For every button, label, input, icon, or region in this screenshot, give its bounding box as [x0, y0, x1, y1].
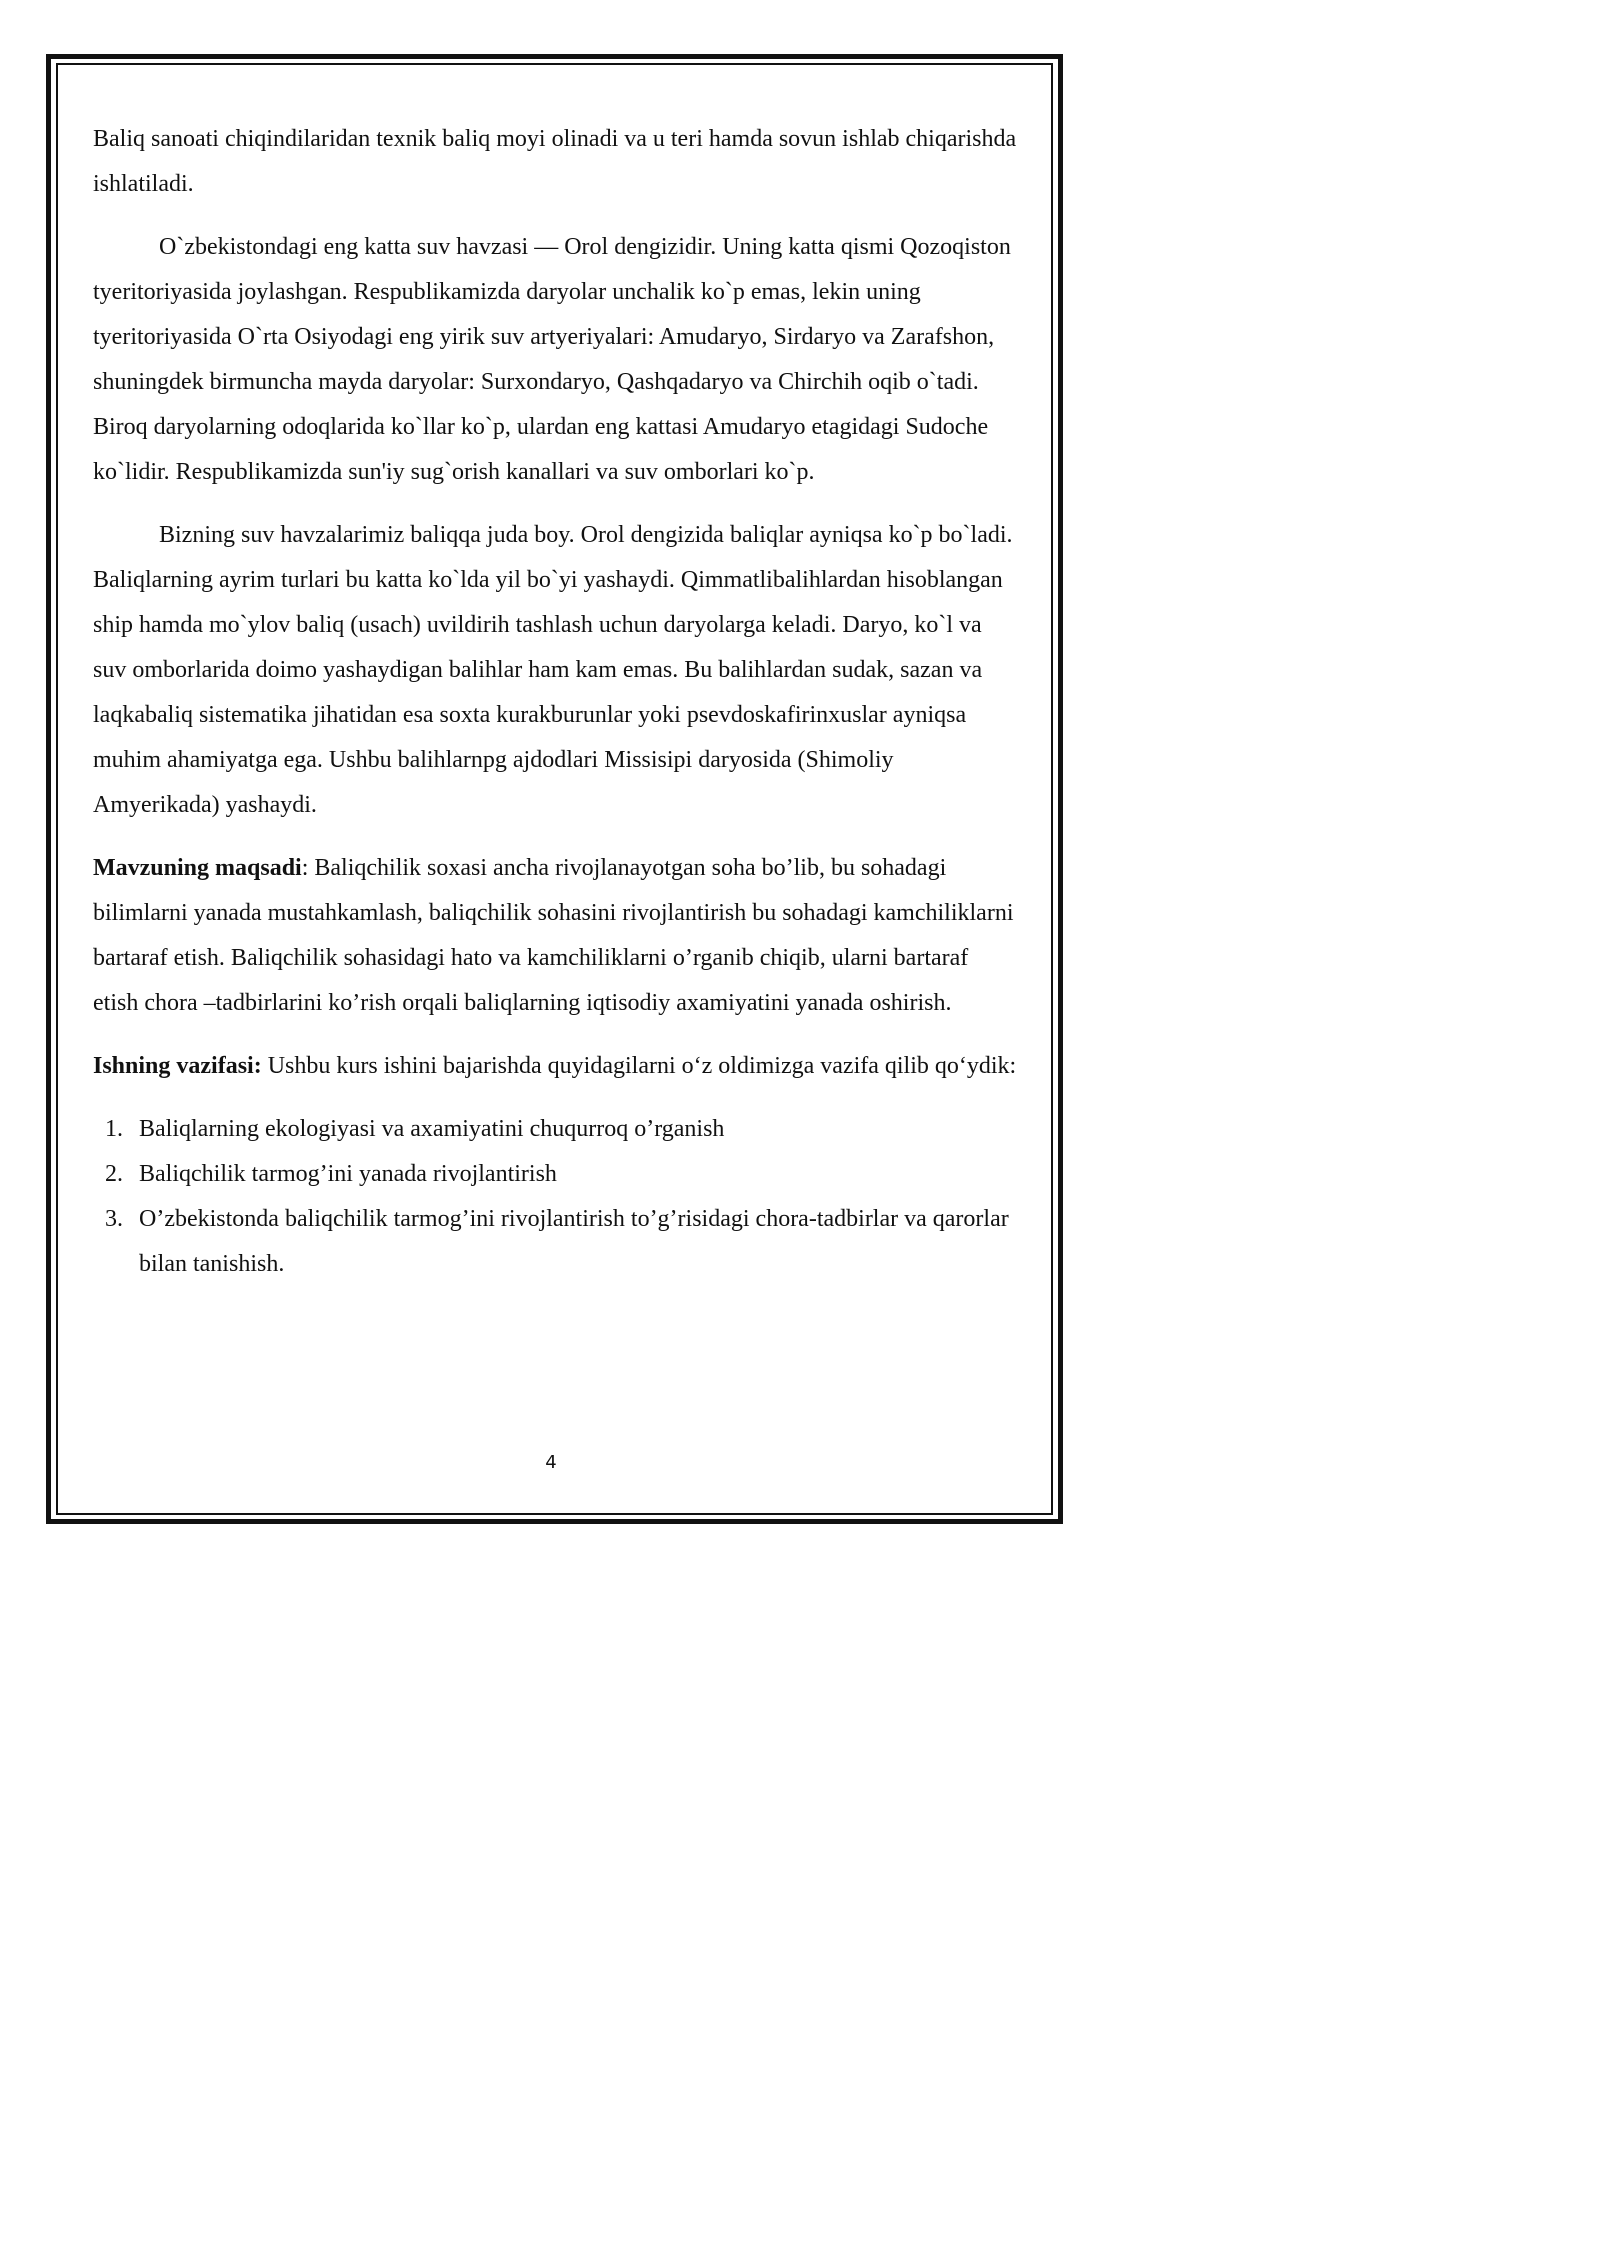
- page-number: 4: [545, 1452, 557, 1473]
- goal-paragraph: [93, 846, 1018, 1026]
- paragraph-fish-oil: Baliq sanoati chiqindilaridan texnik baliq moyi olinadi va u teri hamda sovun ishlab chiqarishda ishlatiladi.: [93, 126, 1017, 197]
- paragraph-fish-species: Bizning suv havzalarimiz baliqqa juda boy. Orol dengizida baliqlar ayniqsa ko`p bo`ladi. Baliqlarning ayrim turlari bu katta ko`lda yil bo`yi yashaydi. Qimmatlibalihlardan hisoblangan ship hamda mo`ylov baliq (usach) uvildirih tashlash uchun daryolarga keladi. Daryo, ko`l va suv omborlarida doimo yashaydigan balihlar ham kam emas. Bu balihlardan sudak, sazan va laqkabaliq sistematika jihatidan esa soxta kurakburunlar yoki psevdoskafirinxuslar ayniqsa muhim ahamiyatga ega. Ushbu balihlarnpg ajdodlari Missisipi daryosida (Shimoliy Amyerikada) yashaydi.: [93, 522, 1013, 818]
- tasks-label: Ishning vazifasi:: [93, 1053, 262, 1079]
- list-item-number: 2.: [105, 1161, 123, 1187]
- list-item: [93, 1152, 1018, 1197]
- tasks-list: [93, 1107, 1018, 1287]
- tasks-text: Ushbu kurs ishini bajarishda quyidagilarni o‘z oldimizga vazifa qilib qo‘ydik:: [261, 1053, 1017, 1079]
- list-item-text: Baliqlarning ekologiyasi va axamiyatini chuqurroq o’rganish: [139, 1116, 725, 1142]
- document-body: [93, 117, 1018, 1287]
- goal-text: : Baliqchilik soxasi ancha rivojlanayotgan soha bo’lib, bu sohadagi bilimlarni yanada mustahkamlash, baliqchilik sohasini rivojlantirish bu sohadagi kamchiliklarni bartaraf etish. Baliqchilik sohasidagi hato va kamchiliklarni o’rganib chiqib, ularni bartaraf etish chora –tadbirlarini ko’rish orqali baliqlarning iqtisodiy axamiyatini yanada oshirish.: [93, 855, 1014, 1016]
- list-item: [93, 1107, 1018, 1152]
- tasks-paragraph: [93, 1044, 1018, 1089]
- paragraph-water-bodies: O`zbekistondagi eng katta suv havzasi — Orol dengizidir. Uning katta qismi Qozoqiston tyeritoriyasida joylashgan. Respublikamizda daryolar unchalik ko`p emas, lekin uning tyeritoriyasida O`rta Osiyodagi eng yirik suv artyeriyalari: Amudaryo, Sirdaryo va Zarafshon, shuningdek birmuncha mayda daryolar: Surxondaryo, Qashqadaryo va Chirchih oqib o`tadi. Biroq daryolarning odoqlarida ko`llar ko`p, ulardan eng kattasi Amudaryo etagidagi Sudoche ko`lidir. Respublikamizda sun'iy sug`orish kanallari va suv omborlari ko`p.: [93, 234, 1011, 485]
- list-item: [93, 1197, 1018, 1287]
- list-item-text: O’zbekistonda baliqchilik tarmog’ini rivojlantirish to’g’risidagi chora-tadbirlar va qarorlar bilan tanishish.: [139, 1206, 1009, 1277]
- goal-label: Mavzuning maqsadi: [93, 855, 302, 881]
- list-item-number: 3.: [105, 1206, 123, 1232]
- list-item-number: 1.: [105, 1116, 123, 1142]
- list-item-text: Baliqchilik tarmog’ini yanada rivojlantirish: [139, 1161, 557, 1187]
